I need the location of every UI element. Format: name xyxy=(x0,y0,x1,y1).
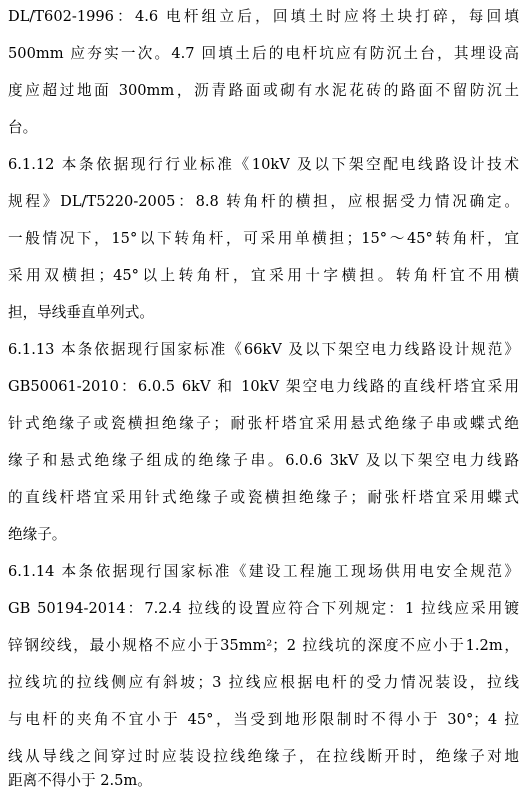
text-line: 针式绝缘子或瓷横担绝缘子；耐张杆塔宜采用悬式绝缘子串或蝶式绝 xyxy=(8,415,519,432)
text-line: 锌钢绞线，最小规格不应小于35mm²；2 拉线坑的深度不应小于1.2m， xyxy=(8,637,519,654)
text-line: DL/T602-1996：4.6 电杆组立后，回填土时应将土块打碎，每回填 xyxy=(8,8,519,25)
text-line: 采用双横担；45°以上转角杆，宜采用十字横担。转角杆宜不用横 xyxy=(8,267,519,284)
text-line: 规程》DL/T5220-2005：8.8 转角杆的横担，应根据受力情况确定。 xyxy=(8,193,519,210)
text-line: 距离不得小于 2.5m。 xyxy=(8,772,152,789)
text-line: 的直线杆塔宜采用针式绝缘子或瓷横担绝缘子；耐张杆塔宜采用蝶式 xyxy=(8,489,519,506)
text-line: 与电杆的夹角不宜小于 45°，当受到地形限制时不得小于 30°；4 拉 xyxy=(8,711,519,728)
text-line: 一般情况下，15°以下转角杆，可采用单横担；15°～45°转角杆，宜 xyxy=(8,230,519,247)
text-line: 500mm 应夯实一次。4.7 回填土后的电杆坑应有防沉土台，其埋设高 xyxy=(8,45,519,62)
text-line: 缘子和悬式绝缘子组成的绝缘子串。6.0.6 3kV 及以下架空电力线路 xyxy=(8,452,519,469)
text-line: 绝缘子。 xyxy=(8,526,67,543)
text-line: 6.1.13 本条依据现行国家标准《66kV 及以下架空电力线路设计规范》 xyxy=(8,341,519,358)
text-line: 度应超过地面 300mm，沥青路面或砌有水泥花砖的路面不留防沉土 xyxy=(8,82,519,99)
text-line: 台。 xyxy=(8,119,38,136)
text-line: 拉线坑的拉线侧应有斜坡；3 拉线应根据电杆的受力情况装设，拉线 xyxy=(8,674,519,691)
text-line: 6.1.12 本条依据现行行业标准《10kV 及以下架空配电线路设计技术 xyxy=(8,156,519,173)
text-line: 线从导线之间穿过时应装设拉线绝缘子，在拉线断开时，绝缘子对地 xyxy=(8,748,519,765)
text-line: 6.1.14 本条依据现行国家标准《建设工程施工现场供用电安全规范》 xyxy=(8,563,519,580)
text-line: 担，导线垂直单列式。 xyxy=(8,304,154,321)
text-line: GB50061-2010：6.0.5 6kV 和 10kV 架空电力线路的直线杆塔宜采用 xyxy=(8,378,519,395)
text-line: GB 50194-2014：7.2.4 拉线的设置应符合下列规定：1 拉线应采用镀 xyxy=(8,600,519,617)
